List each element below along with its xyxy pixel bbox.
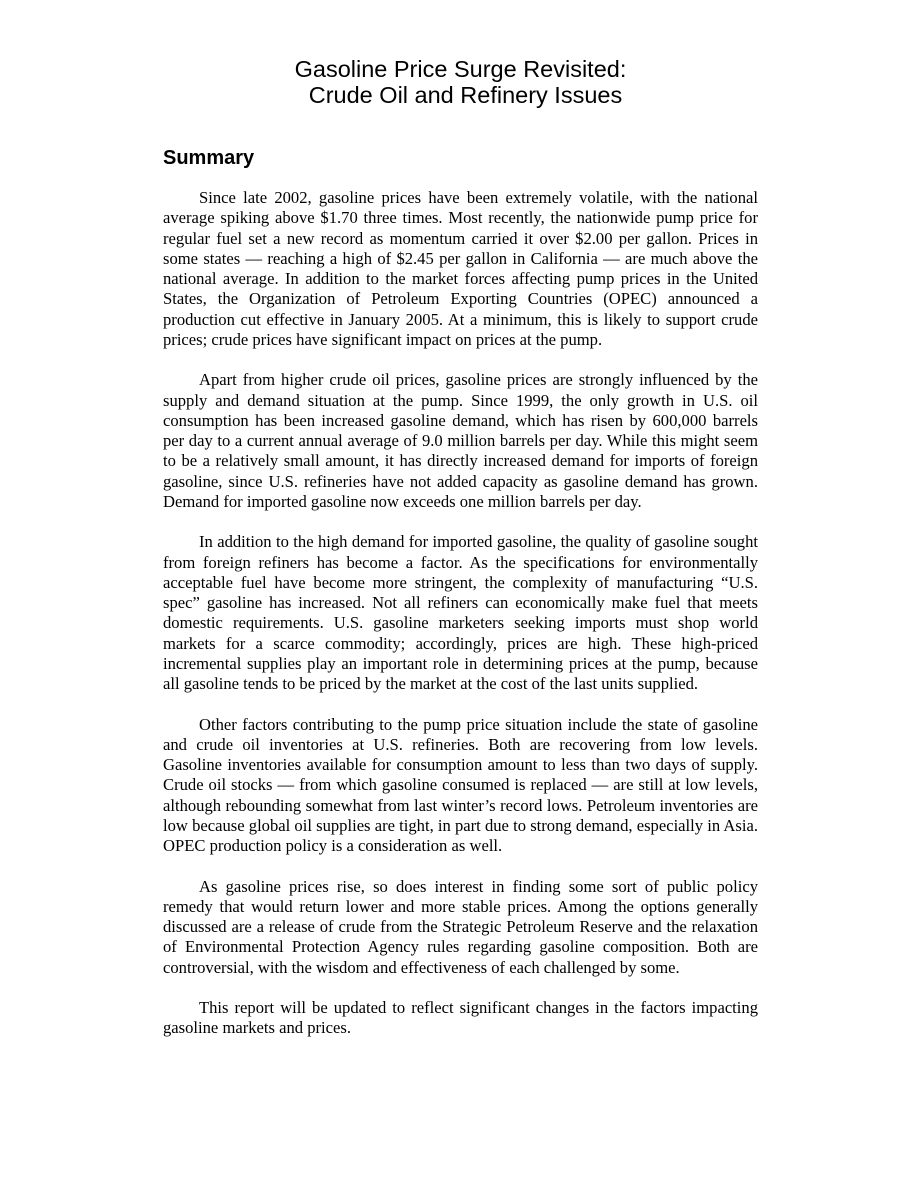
title-line-2: Crude Oil and Refinery Issues	[308, 82, 623, 108]
paragraph-3: In addition to the high demand for imported gasoline, the quality of gasoline sought from foreign refiners has become a factor. As the specifications for environmentally acceptable fuel have become more stringent, the complexity of manufacturing “U.S. spec” gasoline has increased. Not all refiners can economically make fuel that meets domestic requirements. U.S. gasoline marketers seeking imports must shop world markets for a scarce commodity; accordingly, prices are high. These high-priced incremental supplies play an important role in determining prices at the pump, because all gasoline tends to be priced by the market at the cost of the last units supplied.	[163, 532, 758, 693]
paragraph-1: Since late 2002, gasoline prices have been extremely volatile, with the national average spiking above $1.70 three times. Most recently, the nationwide pump price for regular fuel set a new record as momentum carried it over $2.00 per gallon. Prices in some states — reaching a high of $2.45 per gallon in California — are much above the national average. In addition to the market forces affecting pump prices in the United States, the Organization of Petroleum Exporting Countries (OPEC) announced a production cut effective in January 2005. At a minimum, this is likely to support crude prices; crude prices have significant impact on prices at the pump.	[163, 188, 758, 349]
section-heading-summary: Summary	[163, 147, 255, 169]
paragraph-6: This report will be updated to reflect significant changes in the factors impacting gasoline markets and prices.	[163, 998, 758, 1038]
paragraph-4: Other factors contributing to the pump price situation include the state of gasoline and crude oil inventories at U.S. refineries. Both are recovering from low levels. Gasoline inventories available for consumption amount to less than two days of supply. Crude oil stocks — from which gasoline consumed is replaced — are still at low levels, although rebounding somewhat from last winter’s record lows. Petroleum inventories are low because global oil supplies are tight, in part due to strong demand, especially in Asia. OPEC production policy is a consideration as well.	[163, 714, 758, 855]
summary-body	[163, 188, 758, 1039]
document-page	[163, 56, 758, 1059]
paragraph-2: Apart from higher crude oil prices, gasoline prices are strongly influenced by the supply and demand situation at the pump. Since 1999, the only growth in U.S. oil consumption has been increased gasoline demand, which has risen by 600,000 barrels per day to a current annual average of 9.0 million barrels per day. While this might seem to be a relatively small amount, it has directly increased demand for imports of foreign gasoline, since U.S. refineries have not added capacity as gasoline demand has grown. Demand for imported gasoline now exceeds one million barrels per day.	[163, 370, 758, 511]
paragraph-5: As gasoline prices rise, so does interest in finding some sort of public policy remedy that would return lower and more stable prices. Among the options generally discussed are a release of crude from the Strategic Petroleum Reserve and the relaxation of Environmental Protection Agency rules regarding gasoline composition. Both are controversial, with the wisdom and effectiveness of each challenged by some.	[163, 876, 758, 977]
title-line-1: Gasoline Price Surge Revisited:	[294, 56, 627, 82]
document-title	[163, 56, 758, 108]
